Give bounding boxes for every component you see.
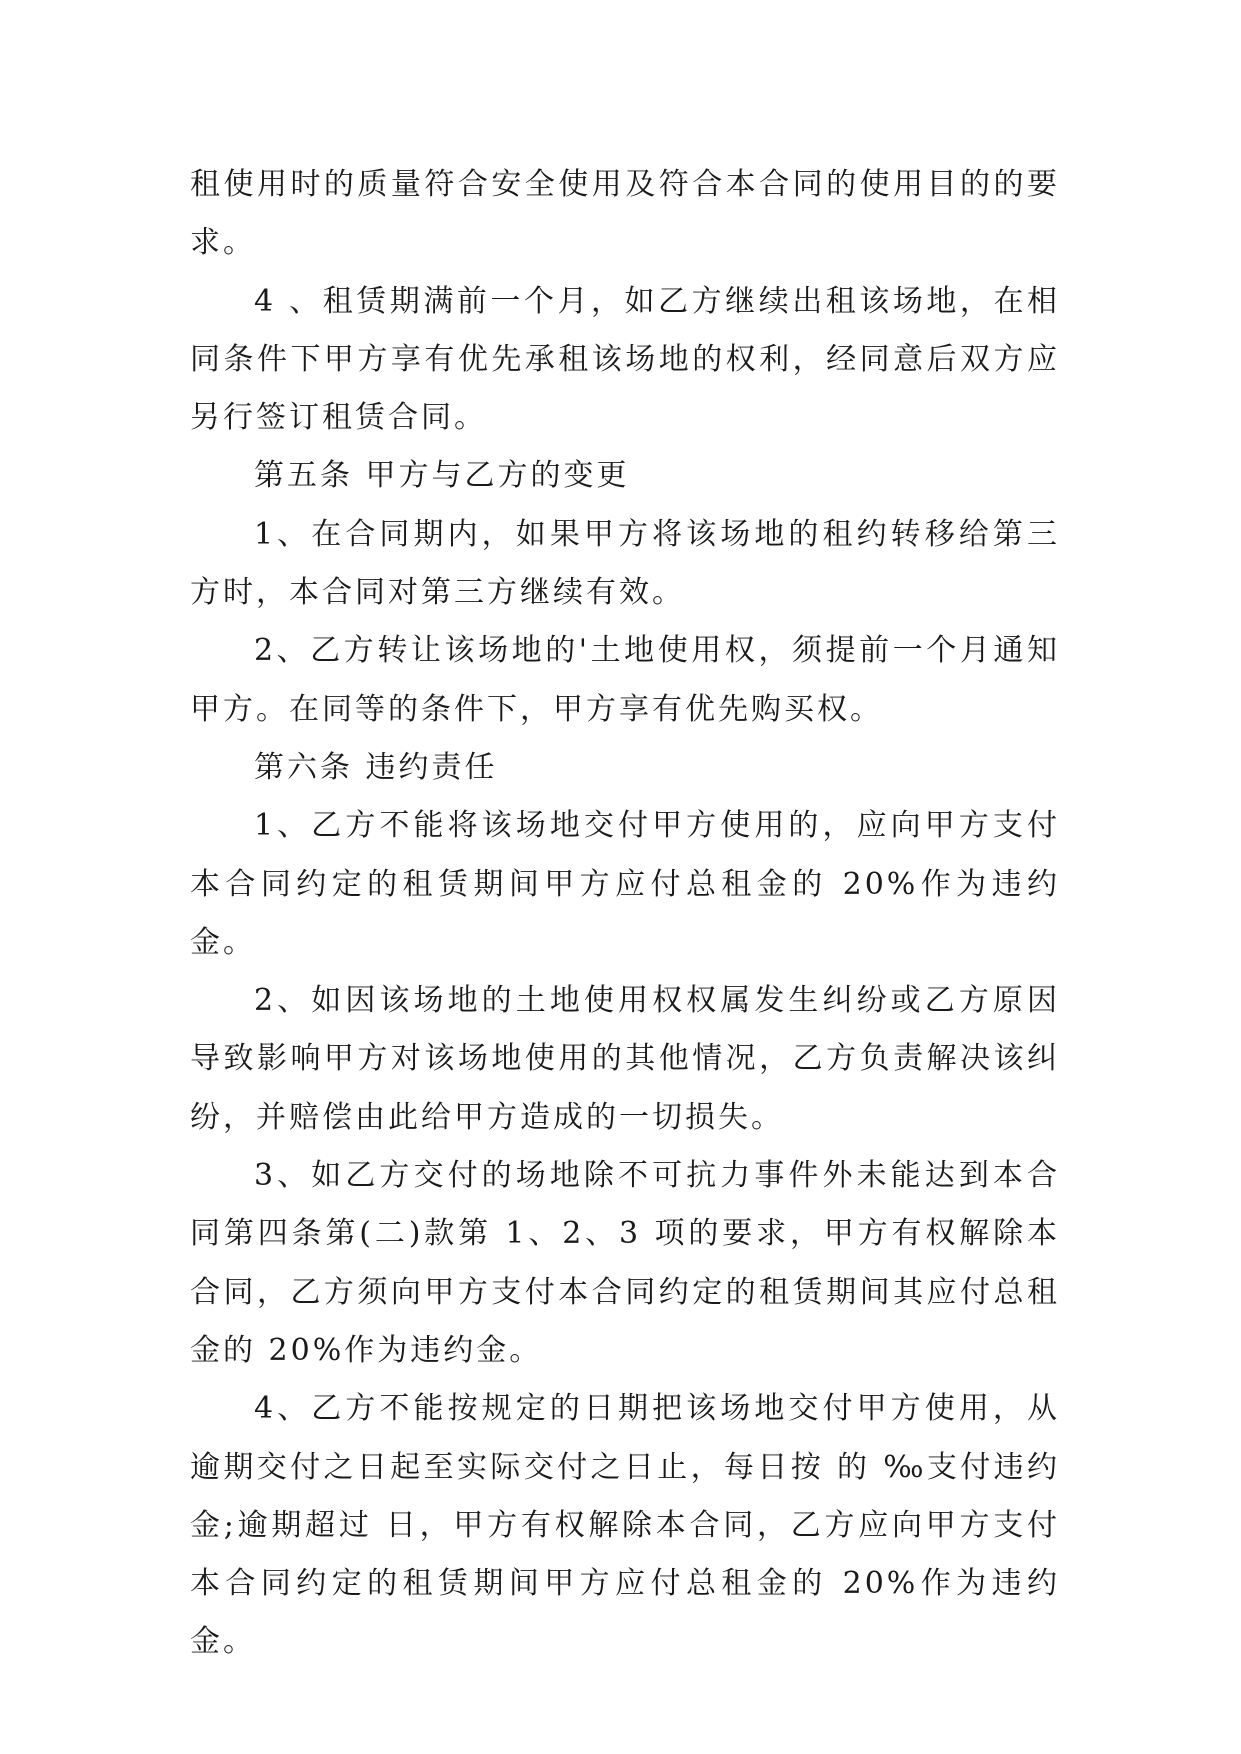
paragraph-clause-4-4: 4 、租赁期满前一个月，如乙方继续出租该场地，在相同条件下甲方享有优先承租该场地的权利，经同意后双方应另行签订租赁合同。 [190, 283, 1060, 436]
section-heading-article-5: 第五条 甲方与乙方的变更 [254, 458, 630, 494]
paragraph-continuation: 租使用时的质量符合安全使用及符合本合同的使用目的的要求。 [190, 167, 1060, 261]
section-heading-article-6: 第六条 违约责任 [254, 749, 498, 785]
paragraph-clause-5-1: 1、在合同期内，如果甲方将该场地的租约转移给第三方时，本合同对第三方继续有效。 [190, 516, 1060, 611]
paragraph-clause-5-2: 2、乙方转让该场地的'土地使用权，须提前一个月通知甲方。在同等的条件下，甲方享有优先购买权。 [190, 633, 1060, 727]
paragraph-clause-6-4: 4、乙方不能按规定的日期把该场地交付甲方使用，从逾期交付之日起至实际交付之日止，每日按 的 ‰支付违约金;逾期超过 日，甲方有权解除本合同，乙方应向甲方支付本合同约定的租赁期间甲方应付总租金的 20%作为违约金。 [190, 1391, 1060, 1660]
paragraph-clause-6-1: 1、乙方不能将该场地交付甲方使用的，应向甲方支付本合同约定的租赁期间甲方应付总租金的 20%作为违约金。 [190, 808, 1060, 960]
paragraph-clause-6-2: 2、如因该场地的土地使用权权属发生纠纷或乙方原因导致影响甲方对该场地使用的其他情况，乙方负责解决该纠纷，并赔偿由此给甲方造成的一切损失。 [190, 983, 1060, 1135]
paragraph-clause-6-3: 3、如乙方交付的场地除不可抗力事件外未能达到本合同第四条第(二)款第 1、2、3 项的要求，甲方有权解除本合同，乙方须向甲方支付本合同约定的租赁期间其应付总租金的 20%作为违约金。 [190, 1158, 1060, 1368]
document-body [190, 156, 1060, 1672]
